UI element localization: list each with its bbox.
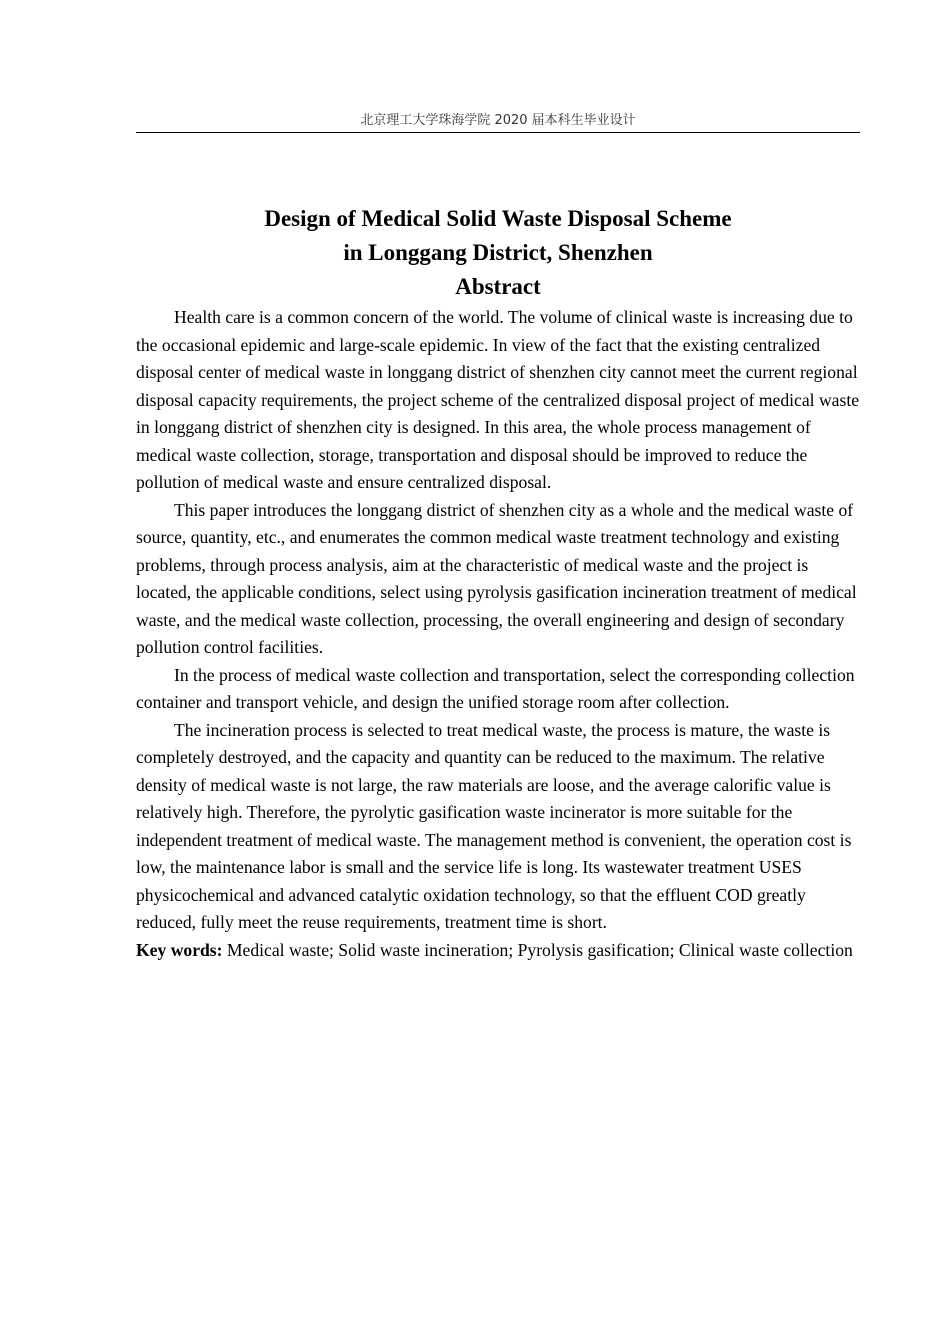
title-line-1: Design of Medical Solid Waste Disposal Scheme: [264, 206, 732, 231]
header-rule: [136, 132, 860, 133]
abstract-paragraph-3: In the process of medical waste collection and transportation, select the corresponding collection container and transport vehicle, and design the unified storage room after collection.: [136, 664, 855, 712]
title-line-2: in Longgang District, Shenzhen: [343, 240, 653, 265]
abstract-heading: Abstract: [455, 274, 541, 299]
abstract-body: [136, 304, 860, 964]
abstract-paragraph-4: The incineration process is selected to treat medical waste, the process is mature, the waste is completely destroyed, and the capacity and quantity can be reduced to the maximum. The relative density of medical waste is not large, the raw materials are loose, and the average calorific value is relatively high. Therefore, the pyrolytic gasification waste incinerator is more suitable for the independent treatment of medical waste. The management method is convenient, the operation cost is low, the maintenance labor is small and the service life is long. Its wastewater treatment USES physicochemical and advanced catalytic oxidation technology, so that the effluent COD greatly reduced, fully meet the reuse requirements, treatment time is short.: [136, 719, 852, 932]
title-block: [136, 202, 860, 304]
keywords-text: Medical waste; Solid waste incineration; Pyrolysis gasification; Clinical waste collection: [222, 939, 853, 960]
keywords-label: Key words:: [136, 939, 223, 960]
abstract-paragraph-1: Health care is a common concern of the world. The volume of clinical waste is increasing due to the occasional epidemic and large-scale epidemic. In view of the fact that the existing centralized disposal center of medical waste in longgang district of shenzhen city cannot meet the current regional disposal capacity requirements, the project scheme of the centralized disposal project of medical waste in longgang district of shenzhen city is designed. In this area, the whole process management of medical waste collection, storage, transportation and disposal should be improved to reduce the pollution of medical waste and ensure centralized disposal.: [136, 307, 860, 492]
keywords: [136, 937, 860, 965]
running-header: 北京理工大学珠海学院 2020 届本科生毕业设计: [360, 113, 636, 128]
abstract-paragraph-2: This paper introduces the longgang district of shenzhen city as a whole and the medical waste of source, quantity, etc., and enumerates the common medical waste treatment technology and existing problems, through process analysis, aim at the characteristic of medical waste and the project is located, the applicable conditions, select using pyrolysis gasification incineration treatment of medical waste, and the medical waste collection, processing, the overall engineering and design of secondary pollution control facilities.: [136, 499, 857, 657]
